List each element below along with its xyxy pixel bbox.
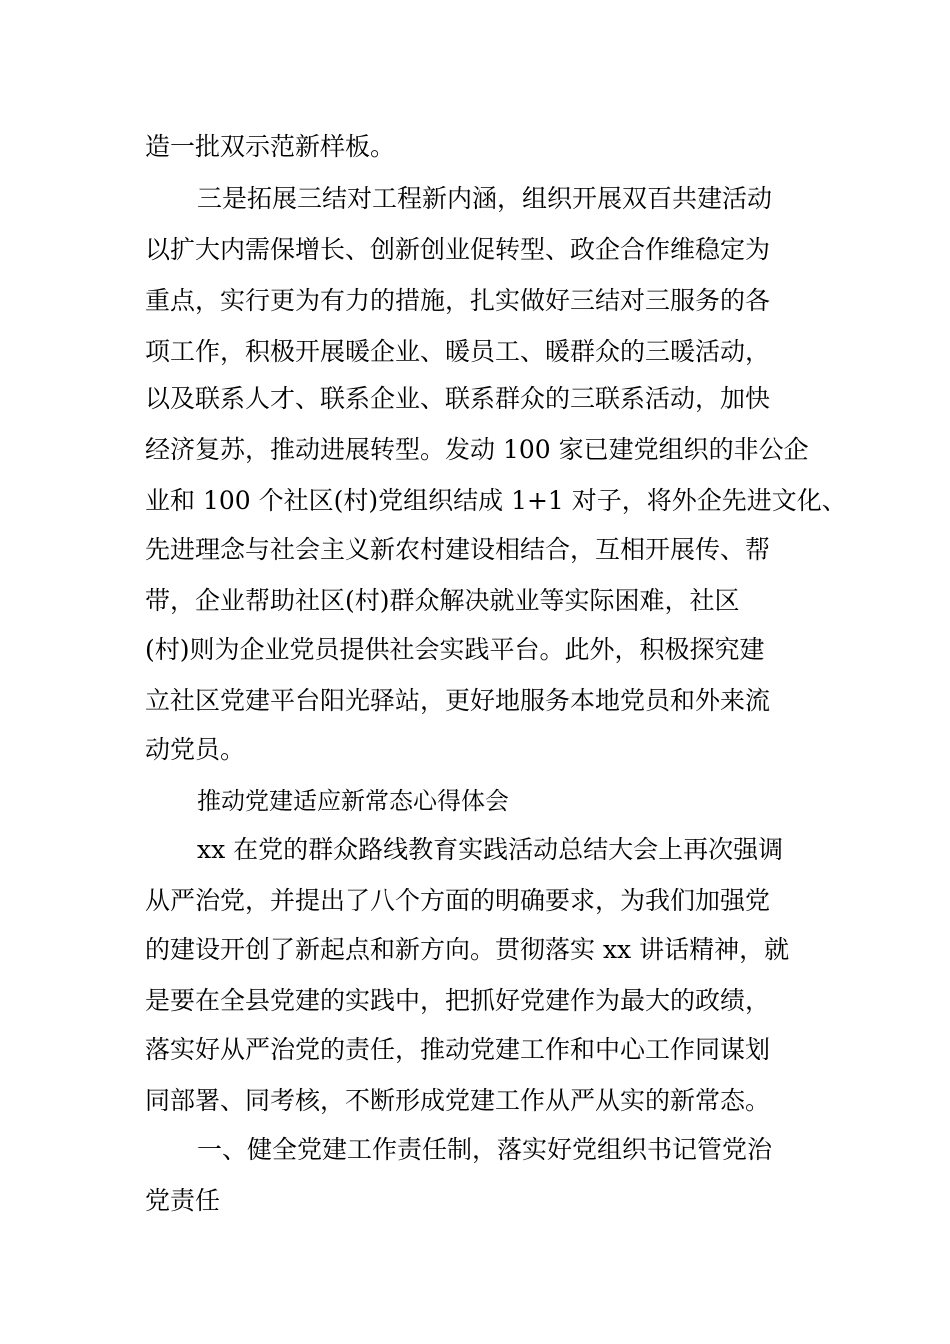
text-line: 的建设开创了新起点和新方向。贯彻落实 xx 讲话精神，就 [145,935,790,964]
section-heading: 推动党建适应新常态心得体会 [197,787,509,815]
text-line: 造一批双示范新样板。 [145,132,396,161]
text-line: 从严治党，并提出了八个方面的明确要求，为我们加强党 [145,886,771,915]
text-line: 先进理念与社会主义新农村建设相结合，互相开展传、帮 [145,535,771,564]
text-line: 以及联系人才、联系企业、联系群众的三联系活动，加快 [145,384,771,413]
text-line: 同部署、同考核，不断形成党建工作从严从实的新常态。 [145,1086,771,1115]
text-line: 落实好从严治党的责任，推动党建工作和中心工作同谋划 [145,1035,771,1064]
text-line: 经济复苏，推动进展转型。发动 100 家已建党组织的非公企 [145,435,809,464]
text-line: 带，企业帮助社区(村)群众解决就业等实际困难，社区 [145,586,740,615]
text-line: 以扩大内需保增长、创新创业促转型、政企合作维稳定为 [145,235,771,264]
text-line: 立社区党建平台阳光驿站，更好地服务本地党员和外来流 [145,686,771,715]
text-line: 党责任 [145,1186,221,1215]
paragraph-start-line: xx 在党的群众路线教育实践活动总结大会上再次强调 [197,835,784,864]
text-line: 动党员。 [145,735,246,764]
paragraph-start-line: 三是拓展三结对工程新内涵，组织开展双百共建活动 [197,184,773,213]
text-line: 项工作，积极开展暖企业、暖员工、暖群众的三暖活动， [145,337,771,366]
text-line: 是要在全县党建的实践中，把抓好党建作为最大的政绩， [145,986,771,1015]
paragraph-start-line: 一、健全党建工作责任制，落实好党组织书记管党治 [197,1135,773,1164]
text-line: 业和 100 个社区(村)党组织结成 1+1 对子，将外企先进文化、 [145,486,847,515]
text-line: 重点，实行更为有力的措施，扎实做好三结对三服务的各 [145,286,771,315]
text-line: (村)则为企业党员提供社会实践平台。此外，积极探究建 [145,635,765,664]
